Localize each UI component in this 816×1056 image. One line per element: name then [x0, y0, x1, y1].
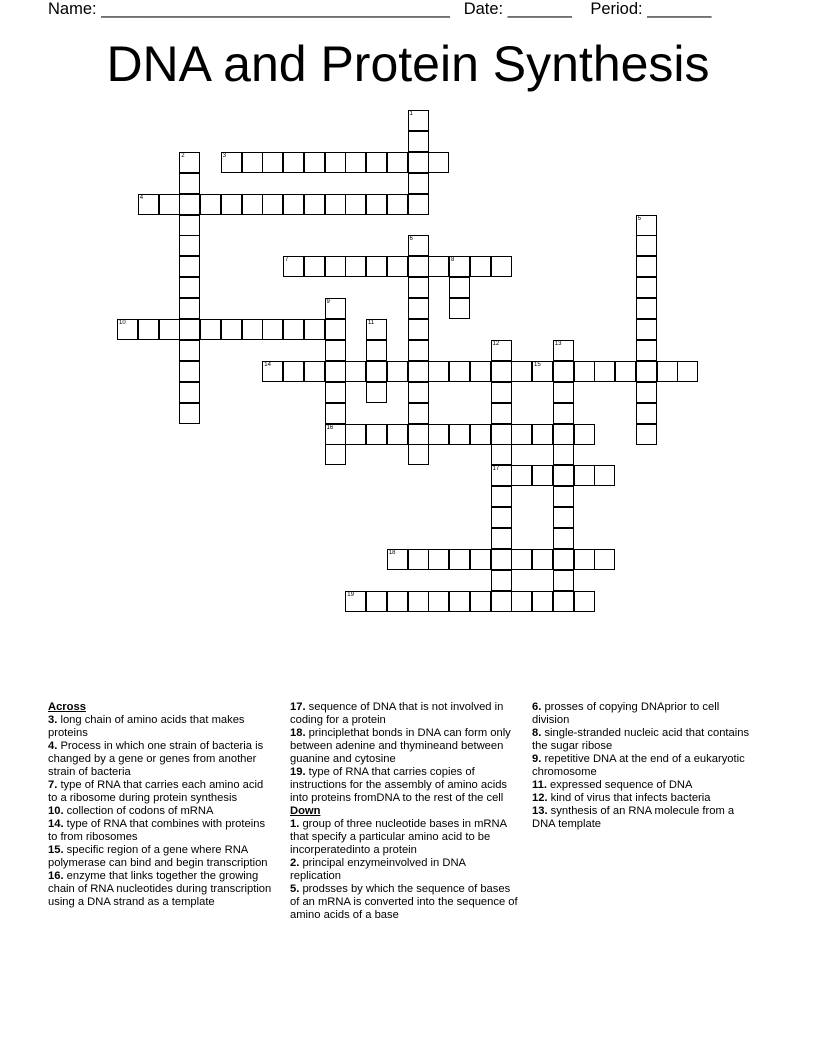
down-clue	[290, 883, 518, 922]
crossword-cell[interactable]	[325, 319, 346, 340]
crossword-cell[interactable]	[179, 298, 200, 319]
crossword-cell[interactable]	[304, 256, 325, 277]
clue-label: 6.	[532, 701, 542, 713]
down-clue-list-continued	[532, 701, 752, 831]
crossword-cell[interactable]	[553, 403, 574, 424]
crossword-cell[interactable]	[408, 131, 429, 152]
crossword-cell[interactable]	[511, 591, 532, 612]
crossword-cell[interactable]	[408, 152, 429, 173]
clue-number: 18	[388, 549, 396, 556]
crossword-cell[interactable]	[449, 549, 470, 570]
crossword-cell[interactable]	[470, 591, 491, 612]
crossword-cell[interactable]	[491, 361, 512, 382]
period-blank[interactable]: _______	[647, 0, 712, 18]
crossword-cell[interactable]	[387, 194, 408, 215]
crossword-cell[interactable]	[366, 424, 387, 445]
crossword-cell[interactable]	[449, 256, 470, 277]
crossword-cell[interactable]	[594, 465, 615, 486]
crossword-cell[interactable]	[387, 152, 408, 173]
crossword-cell[interactable]	[553, 486, 574, 507]
crossword-cell[interactable]	[408, 110, 429, 131]
clue-number: 10	[119, 320, 126, 326]
across-heading: Across	[48, 701, 86, 713]
crossword-cell[interactable]	[532, 591, 553, 612]
crossword-cell[interactable]	[408, 277, 429, 298]
crossword-cell[interactable]	[200, 194, 221, 215]
crossword-cell[interactable]	[636, 361, 657, 382]
crossword-cell[interactable]	[325, 403, 346, 424]
crossword-cell[interactable]	[345, 591, 366, 612]
clue-label: 11.	[532, 779, 547, 791]
name-blank[interactable]: ______________________________________	[101, 0, 450, 18]
crossword-cell[interactable]	[470, 256, 491, 277]
crossword-cell[interactable]	[532, 465, 553, 486]
crossword-cell[interactable]	[283, 319, 304, 340]
crossword-cell[interactable]	[636, 382, 657, 403]
clue-label: 13.	[532, 805, 548, 817]
crossword-cell[interactable]	[636, 256, 657, 277]
crossword-cell[interactable]	[532, 361, 553, 382]
crossword-cell[interactable]	[242, 319, 263, 340]
across-clue	[48, 844, 273, 870]
crossword-cell[interactable]	[428, 424, 449, 445]
crossword-cell[interactable]	[325, 256, 346, 277]
down-clue	[532, 753, 752, 779]
down-clue	[532, 701, 752, 727]
crossword-cell[interactable]	[511, 465, 532, 486]
clue-text: long chain of amino acids that makes proteins	[48, 714, 245, 739]
down-clue	[532, 779, 752, 792]
clue-text: specific region of a gene where RNA polymerase can bind and begin transcription	[48, 844, 268, 869]
clue-number: 3	[222, 152, 227, 159]
crossword-cell[interactable]	[408, 444, 429, 465]
crossword-cell[interactable]	[491, 507, 512, 528]
crossword-cell[interactable]	[532, 424, 553, 445]
crossword-cell[interactable]	[553, 591, 574, 612]
crossword-cell[interactable]	[325, 424, 346, 445]
clue-number: 6	[409, 236, 413, 243]
crossword-cell[interactable]	[511, 361, 532, 382]
crossword-cell[interactable]	[636, 277, 657, 298]
crossword-cell[interactable]	[325, 194, 346, 215]
crossword-cell[interactable]	[470, 424, 491, 445]
down-clue	[290, 857, 518, 883]
crossword-cell[interactable]	[366, 256, 387, 277]
crossword-cell[interactable]	[408, 235, 429, 256]
crossword-cell[interactable]	[408, 298, 429, 319]
clue-text: type of RNA that carries copies of instructions for the assembly of amino acids into proteins fromDNA to the rest of the cell	[290, 766, 508, 804]
page-title: DNA and Protein Synthesis	[106, 36, 710, 92]
crossword-cell[interactable]	[428, 361, 449, 382]
down-clue	[532, 727, 752, 753]
crossword-cell[interactable]	[325, 340, 346, 361]
crossword-cell[interactable]	[491, 591, 512, 612]
clue-number: 17	[492, 466, 500, 473]
crossword-cell[interactable]	[262, 361, 283, 382]
crossword-cell[interactable]	[491, 340, 512, 361]
crossword-cell[interactable]	[221, 152, 242, 173]
crossword-cell[interactable]	[387, 549, 408, 570]
crossword-cell[interactable]	[449, 361, 470, 382]
clue-number: 11	[368, 320, 375, 326]
crossword-cell[interactable]	[387, 361, 408, 382]
crossword-cell[interactable]	[491, 528, 512, 549]
crossword-cell[interactable]	[138, 194, 159, 215]
crossword-cell[interactable]	[428, 152, 449, 173]
across-clue	[290, 701, 518, 727]
crossword-cell[interactable]	[345, 256, 366, 277]
crossword-cell[interactable]	[304, 194, 325, 215]
across-clue	[290, 766, 518, 805]
crossword-cell[interactable]	[179, 382, 200, 403]
crossword-cell[interactable]	[283, 361, 304, 382]
clue-text: synthesis of an RNA molecule from a DNA template	[532, 805, 735, 830]
crossword-cell[interactable]	[242, 152, 263, 173]
crossword-cell[interactable]	[387, 256, 408, 277]
crossword-cell[interactable]	[449, 424, 470, 445]
clue-number: 1	[409, 111, 413, 117]
clue-label: 2.	[290, 857, 300, 869]
crossword-cell[interactable]	[470, 549, 491, 570]
crossword-cell[interactable]	[159, 194, 180, 215]
crossword-cell[interactable]	[553, 340, 574, 361]
clue-number: 7	[285, 257, 289, 264]
crossword-cell[interactable]	[345, 424, 366, 445]
crossword-cell[interactable]	[408, 591, 429, 612]
crossword-cell[interactable]	[262, 319, 283, 340]
crossword-cell[interactable]	[366, 591, 387, 612]
crossword-cell[interactable]	[491, 403, 512, 424]
crossword-cell[interactable]	[574, 361, 595, 382]
clue-number: 16	[326, 424, 334, 431]
clue-number: 4	[139, 194, 144, 201]
crossword-cell[interactable]	[408, 319, 429, 340]
period-label: Period:	[590, 0, 643, 18]
crossword-cell[interactable]	[179, 277, 200, 298]
crossword-cell[interactable]	[553, 528, 574, 549]
clue-number: 5	[637, 215, 642, 222]
crossword-cell[interactable]	[491, 570, 512, 591]
crossword-cell[interactable]	[179, 319, 200, 340]
clue-label: 1.	[290, 818, 300, 830]
date-label: Date:	[463, 0, 504, 18]
clue-label: 7.	[48, 779, 58, 791]
crossword-cell[interactable]	[636, 215, 657, 236]
crossword-cell[interactable]	[283, 256, 304, 277]
across-clue-list	[48, 714, 273, 909]
clue-label: 5.	[290, 883, 300, 895]
crossword-cell[interactable]	[553, 507, 574, 528]
crossword-cell[interactable]	[242, 194, 263, 215]
crossword-cell[interactable]	[677, 361, 698, 382]
crossword-cell[interactable]	[200, 319, 221, 340]
crossword-cell[interactable]	[408, 340, 429, 361]
clues-column-3	[532, 701, 752, 831]
crossword-cell[interactable]	[636, 298, 657, 319]
clue-number: 8	[451, 257, 455, 264]
crossword-cell[interactable]	[304, 319, 325, 340]
clue-text: kind of virus that infects bacteria	[547, 792, 711, 804]
across-clue	[48, 714, 273, 740]
crossword-cell[interactable]	[636, 235, 657, 256]
clue-label: 12.	[532, 792, 548, 804]
clue-text: single-stranded nucleic acid that contains the sugar ribose	[532, 727, 750, 752]
crossword-cell[interactable]	[553, 382, 574, 403]
crossword-cell[interactable]	[179, 215, 200, 236]
crossword-cell[interactable]	[325, 152, 346, 173]
crossword-cell[interactable]	[179, 173, 200, 194]
crossword-cell[interactable]	[345, 152, 366, 173]
clue-label: 18.	[290, 727, 306, 739]
crossword-cell[interactable]	[387, 591, 408, 612]
crossword-cell[interactable]	[325, 444, 346, 465]
across-clue	[48, 818, 273, 844]
clue-label: 15.	[48, 844, 64, 856]
crossword-cell[interactable]	[262, 194, 283, 215]
clue-text: type of RNA that carries each amino acid to a ribosome during protein synthesis	[48, 779, 264, 804]
crossword-cell[interactable]	[491, 465, 512, 486]
crossword-cell[interactable]	[366, 361, 387, 382]
clue-text: expressed sequence of DNA	[546, 779, 693, 791]
crossword-cell[interactable]	[428, 591, 449, 612]
crossword-cell[interactable]	[470, 361, 491, 382]
crossword-cell[interactable]	[574, 424, 595, 445]
date-blank[interactable]: _______	[507, 0, 572, 18]
across-clue	[48, 779, 273, 805]
clue-text: principlethat bonds in DNA can form only between adenine and thymineand between guanine and cytosine	[290, 727, 511, 765]
crossword-cell[interactable]	[553, 549, 574, 570]
crossword-cell[interactable]	[179, 361, 200, 382]
clues-column-2	[290, 701, 518, 922]
crossword-cell[interactable]	[491, 444, 512, 465]
crossword-cell[interactable]	[408, 403, 429, 424]
clues-column-1	[48, 701, 273, 909]
crossword-cell[interactable]	[283, 194, 304, 215]
clue-text: prosses of copying DNAprior to cell division	[532, 701, 720, 726]
down-clue	[532, 792, 752, 805]
clue-text: sequence of DNA that is not involved in coding for a protein	[290, 701, 504, 726]
crossword-cell[interactable]	[636, 319, 657, 340]
clue-label: 16.	[48, 870, 64, 882]
crossword-cell[interactable]	[491, 382, 512, 403]
crossword-cell[interactable]	[179, 403, 200, 424]
crossword-cell[interactable]	[553, 444, 574, 465]
crossword-cell[interactable]	[594, 549, 615, 570]
clue-text: prodsses by which the sequence of bases of an mRNA is converted into the sequence of amino acids of a base	[290, 883, 518, 921]
crossword-cell[interactable]	[408, 424, 429, 445]
across-clue	[48, 870, 273, 909]
clue-number: 13	[554, 340, 562, 347]
clue-number: 14	[264, 361, 271, 368]
crossword-cell[interactable]	[408, 173, 429, 194]
crossword-cell[interactable]	[491, 549, 512, 570]
crossword-cell[interactable]	[594, 361, 615, 382]
crossword-cell[interactable]	[366, 340, 387, 361]
clue-text: repetitive DNA at the end of a eukaryotic chromosome	[532, 753, 745, 778]
crossword-cell[interactable]	[221, 319, 242, 340]
down-clue-list	[290, 818, 518, 922]
crossword-cell[interactable]	[366, 382, 387, 403]
clue-label: 10.	[48, 805, 64, 817]
crossword-cell[interactable]	[449, 277, 470, 298]
crossword-cell[interactable]	[428, 549, 449, 570]
clue-label: 17.	[290, 701, 306, 713]
down-clue	[290, 818, 518, 857]
crossword-cell[interactable]	[325, 382, 346, 403]
crossword-cell[interactable]	[221, 194, 242, 215]
down-clue	[532, 805, 752, 831]
crossword-cell[interactable]	[138, 319, 159, 340]
crossword-cell[interactable]	[366, 194, 387, 215]
crossword-cell[interactable]	[491, 424, 512, 445]
crossword-cell[interactable]	[491, 256, 512, 277]
clue-text: group of three nucleotide bases in mRNA that specify a particular amino acid to be incorperatedinto a protein	[290, 818, 507, 856]
clue-number: 12	[492, 340, 500, 347]
crossword-cell[interactable]	[408, 256, 429, 277]
name-label: Name:	[48, 0, 97, 18]
crossword-cell[interactable]	[179, 194, 200, 215]
crossword-cell[interactable]	[345, 194, 366, 215]
crossword-cell[interactable]	[491, 486, 512, 507]
crossword-cell[interactable]	[387, 424, 408, 445]
crossword-cell[interactable]	[511, 424, 532, 445]
crossword-cell[interactable]	[117, 319, 138, 340]
clue-text: enzyme that links together the growing chain of RNA nucleotides during transcription using a DNA strand as a template	[48, 870, 272, 908]
crossword-cell[interactable]	[657, 361, 678, 382]
clue-number: 2	[181, 152, 185, 159]
crossword-cell[interactable]	[636, 424, 657, 445]
clue-label: 9.	[532, 753, 542, 765]
clue-text: principal enzymeinvolved in DNA replication	[290, 857, 466, 882]
crossword-cell[interactable]	[159, 319, 180, 340]
crossword-cell[interactable]	[553, 424, 574, 445]
clue-number: 15	[534, 361, 541, 368]
crossword-cell[interactable]	[325, 298, 346, 319]
crossword-cell[interactable]	[179, 340, 200, 361]
crossword-cell[interactable]	[325, 361, 346, 382]
down-heading: Down	[290, 805, 321, 817]
crossword-cell[interactable]	[574, 549, 595, 570]
crossword-cell[interactable]	[283, 152, 304, 173]
crossword-cell[interactable]	[574, 591, 595, 612]
across-clue-list-continued	[290, 701, 518, 805]
clue-label: 3.	[48, 714, 58, 726]
clue-label: 19.	[290, 766, 306, 778]
crossword-cell[interactable]	[179, 152, 200, 173]
crossword-cell[interactable]	[408, 194, 429, 215]
crossword-cell[interactable]	[636, 340, 657, 361]
clue-text: type of RNA that combines with proteins to from ribosomes	[48, 818, 266, 843]
clue-label: 4.	[48, 740, 58, 752]
crossword-cell[interactable]	[262, 152, 283, 173]
crossword-cell[interactable]	[179, 256, 200, 277]
crossword-cell[interactable]	[449, 298, 470, 319]
crossword-cell[interactable]	[532, 549, 553, 570]
crossword-cell[interactable]	[304, 361, 325, 382]
crossword-cell[interactable]	[449, 591, 470, 612]
crossword-cell[interactable]	[636, 403, 657, 424]
crossword-cell[interactable]	[511, 549, 532, 570]
clue-number: 9	[326, 299, 330, 306]
crossword-cell[interactable]	[345, 361, 366, 382]
across-clue	[290, 727, 518, 766]
crossword-cell[interactable]	[408, 361, 429, 382]
crossword-cell[interactable]	[304, 152, 325, 173]
clue-label: 14.	[48, 818, 64, 830]
crossword-cell[interactable]	[553, 361, 574, 382]
crossword-cell[interactable]	[574, 465, 595, 486]
across-clue	[48, 740, 273, 779]
crossword-cell[interactable]	[366, 152, 387, 173]
crossword-cell[interactable]	[408, 382, 429, 403]
crossword-cell[interactable]	[179, 235, 200, 256]
crossword-cell[interactable]	[366, 319, 387, 340]
crossword-cell[interactable]	[428, 256, 449, 277]
crossword-cell[interactable]	[408, 549, 429, 570]
crossword-cell[interactable]	[615, 361, 636, 382]
clue-text: collection of codons of mRNA	[63, 805, 214, 817]
clue-label: 8.	[532, 727, 542, 739]
crossword-cell[interactable]	[553, 570, 574, 591]
across-clue	[48, 805, 273, 818]
clue-number: 19	[347, 591, 354, 598]
crossword-cell[interactable]	[553, 465, 574, 486]
clue-text: Process in which one strain of bacteria is changed by a gene or genes from another strain of bacteria	[48, 740, 264, 778]
